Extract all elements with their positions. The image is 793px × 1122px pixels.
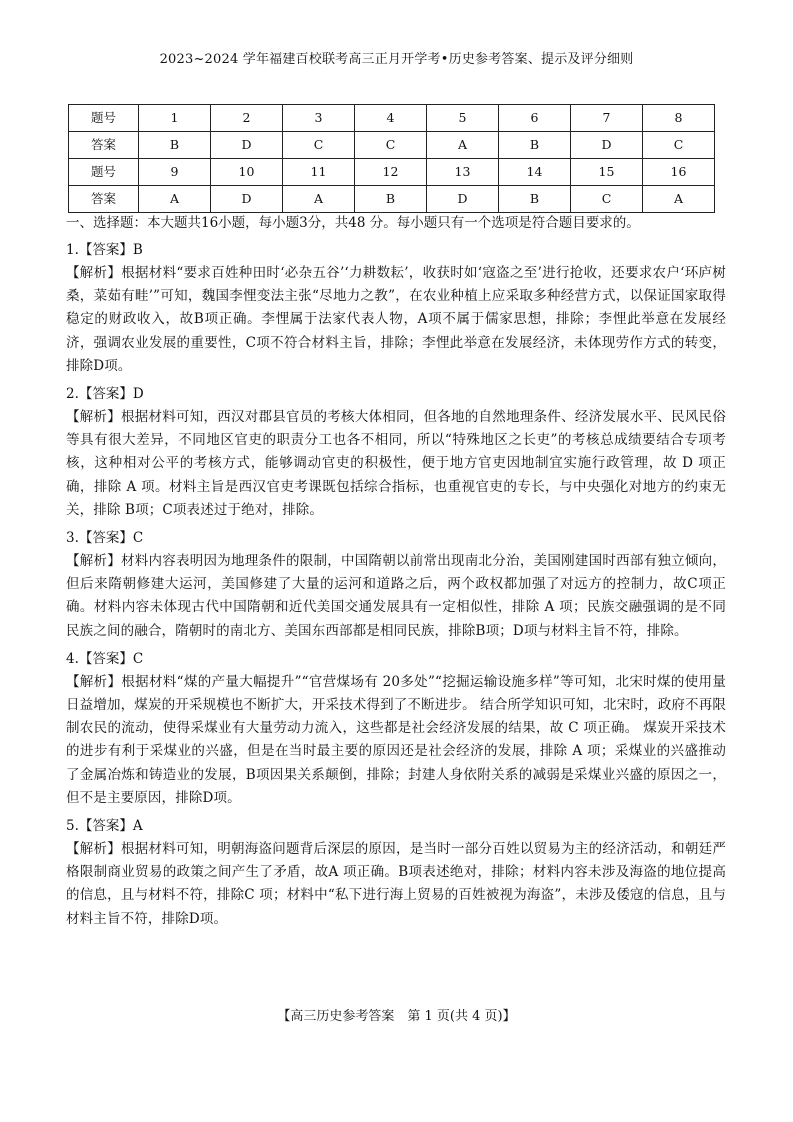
table-cell: 9 xyxy=(139,159,211,186)
table-cell: 5 xyxy=(427,105,499,132)
table-cell: A xyxy=(283,186,355,213)
explanation-text: 【解析】根据材料可知，西汉对郡县官员的考核大体相同，但各地的自然地理条件、经济发展水平、民风民俗等具有很大差异，不同地区官吏的职责分工也各不相同，所以“特殊地区之长吏”的考核总成绩要结合专项考核，这种相对公平的考核方式，能够调动官吏的积极性，便于地方官吏因地制宜实施行政管理，故 D 项正确，排除 A 项。材料主旨是西汉官吏考课既包括综合指标，也重视官吏的专长，与中央强化对地方的约束无关，排除 B项；C项表述过于绝对，排除。 xyxy=(66,409,726,518)
table-cell: B xyxy=(499,132,571,159)
question-block xyxy=(66,649,726,810)
question-block xyxy=(66,240,726,378)
explanation-text: 【解析】根据材料可知，明朝海盗问题背后深层的原因，是当时一部分百姓以贸易为主的经济活动，和朝廷严格限制商业贸易的政策之间产生了矛盾，故A 项正确。B项表述绝对，排除；材料内容未涉及海盗的地位提高的信息，且与材料不符，排除C 项；材料中“私下进行海上贸易的百姓被视为海盗”，未涉及倭寇的信息，且与材料主旨不符，排除D项。 xyxy=(66,841,726,927)
table-cell: 16 xyxy=(643,159,715,186)
table-cell: C xyxy=(643,132,715,159)
table-cell: A xyxy=(139,186,211,213)
explanation-text: 【解析】材料内容表明因为地理条件的限制，中国隋朝以前常出现南北分治，美国刚建国时西部有独立倾向，但后来隋朝修建大运河，美国修建了大量的运河和道路之后，两个政权都加强了对远方的控制力，故C项正确。材料内容未体现古代中国隋朝和近代美国交通发展具有一定相似性，排除 A 项；民族交融强调的是不同民族之间的融合，隋朝时的南北方、美国东西部都是相同民族，排除B项；D项与材料主旨不符，排除。 xyxy=(66,553,726,639)
question-block xyxy=(66,816,726,931)
table-cell: 3 xyxy=(283,105,355,132)
answer-table xyxy=(68,104,715,213)
explanation-text: 【解析】根据材料“要求百姓种田时‘必杂五谷’‘力耕数耘’，收获时如‘寇盗之至’进行抢收，还要求农户‘环庐树桑，菜茹有畦’”可知，魏国李悝变法主张“尽地力之教”，在农业种植上应采取多种经营方式，以保证国家取得稳定的财政收入，故B项正确。李悝属于法家代表人物，A项不属于儒家思想，排除；李悝此举意在发展经济，强调农业发展的重要性，C项不符合材料主旨，排除；李悝此举意在发展经济，未体现劳作方式的转变，排除D项。 xyxy=(66,265,726,374)
table-row xyxy=(69,132,715,159)
answer-line: 5.【答案】A xyxy=(66,818,143,835)
table-cell: B xyxy=(139,132,211,159)
table-row xyxy=(69,105,715,132)
table-cell: C xyxy=(283,132,355,159)
table-cell: B xyxy=(355,186,427,213)
answer-line: 2.【答案】D xyxy=(66,386,144,403)
table-cell: 15 xyxy=(571,159,643,186)
table-cell: A xyxy=(427,132,499,159)
table-cell: D xyxy=(571,132,643,159)
section-heading: 一、选择题：本大题共16小题，每小题3分，共48 分。每小题只有一个选项是符合题目要求的。 xyxy=(66,215,640,231)
page-footer: 【高三历史参考答案 第 1 页(共 4 页)】 xyxy=(277,1009,516,1024)
table-cell: C xyxy=(571,186,643,213)
table-cell: D xyxy=(211,132,283,159)
question-block xyxy=(66,384,726,522)
row-header-cell: 答案 xyxy=(69,186,139,213)
table-cell: 6 xyxy=(499,105,571,132)
explanation-text: 【解析】根据材料“煤的产量大幅提升”“官营煤场有 20多处”“挖掘运输设施多样”等可知，北宋时煤的使用量日益增加，煤炭的开采规模也不断扩大，开采技术得到了不断进步。 结合所学知识可知，北宋时，政府不再限制农民的流动，使得采煤业有大量劳动力流入，这些都是社会经济发展的结果，故 C 项正确。 煤炭开采技术的进步有利于采煤业的兴盛，但是在当时最主要的原因还是社会经济的发展，排除 A 项；采煤业的兴盛推动了金属冶炼和铸造业的发展，B项因果关系颠倒，排除；封建人身依附关系的减弱是采煤业兴盛的原因之一，但不是主要原因，排除D项。 xyxy=(66,673,726,806)
table-cell: 7 xyxy=(571,105,643,132)
table-cell: B xyxy=(499,186,571,213)
question-block xyxy=(66,528,726,643)
table-cell: 8 xyxy=(643,105,715,132)
table-cell: 1 xyxy=(139,105,211,132)
table-cell: 13 xyxy=(427,159,499,186)
explanations xyxy=(66,213,726,931)
table-cell: D xyxy=(427,186,499,213)
table-row xyxy=(69,159,715,186)
answer-line: 4.【答案】C xyxy=(66,650,144,667)
table-row xyxy=(69,186,715,213)
answer-line: 3.【答案】C xyxy=(66,530,144,547)
table-cell: 4 xyxy=(355,105,427,132)
table-cell: 10 xyxy=(211,159,283,186)
table-cell: A xyxy=(643,186,715,213)
answer-line: 1.【答案】B xyxy=(66,242,143,258)
row-header-cell: 答案 xyxy=(69,132,139,159)
table-cell: D xyxy=(211,186,283,213)
table-cell: 12 xyxy=(355,159,427,186)
row-header-cell: 题号 xyxy=(69,159,139,186)
page-title: 2023~2024 学年福建百校联考高三正月开学考•历史参考答案、提示及评分细则 xyxy=(159,52,634,67)
row-header-cell: 题号 xyxy=(69,105,139,132)
table-cell: C xyxy=(355,132,427,159)
table-cell: 2 xyxy=(211,105,283,132)
table-cell: 11 xyxy=(283,159,355,186)
table-cell: 14 xyxy=(499,159,571,186)
